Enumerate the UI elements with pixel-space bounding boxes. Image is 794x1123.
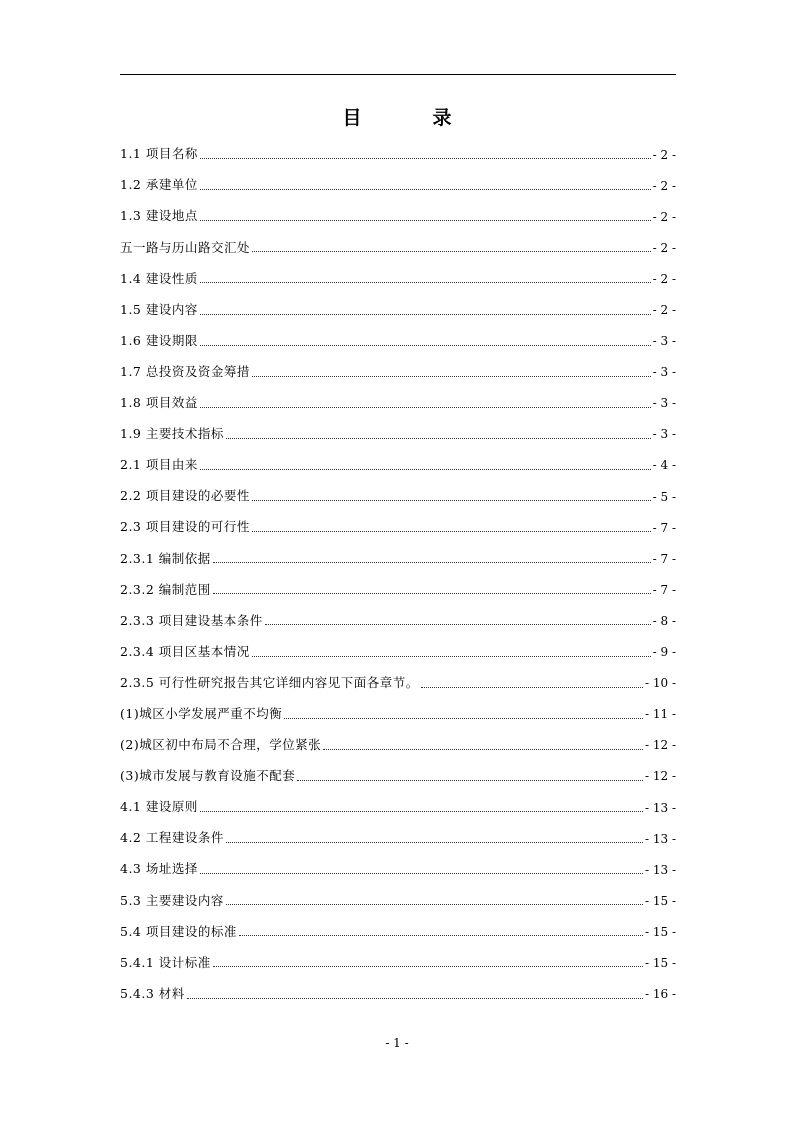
toc-leader-dots [187, 998, 643, 999]
toc-title: 目 录 [342, 107, 478, 129]
toc-entry[interactable] [120, 326, 676, 357]
toc-entry[interactable] [120, 139, 676, 170]
toc-leader-dots [213, 966, 643, 967]
toc-leader-dots [252, 656, 651, 657]
toc-leader-dots [200, 220, 651, 221]
toc-entry-page: - 9 - [652, 645, 676, 660]
toc-entry-page: - 15 - [644, 924, 676, 939]
toc-leader-dots [200, 189, 651, 190]
toc-entry-page: - 5 - [652, 489, 676, 504]
toc-entry-text: 1.4 建设性质 [120, 270, 198, 286]
toc-entry-page: - 7 - [652, 551, 676, 566]
toc-leader-dots [265, 624, 651, 625]
toc-leader-dots [297, 780, 643, 781]
toc-entry-text: 2.1 项目由来 [120, 457, 198, 473]
toc-leader-dots [226, 842, 643, 843]
toc-entry-text: 5.4.1 设计标准 [120, 954, 211, 970]
toc-leader-dots [200, 407, 651, 408]
toc-entry[interactable] [120, 357, 676, 388]
toc-entry-page: - 2 - [652, 271, 676, 286]
toc-entry[interactable] [120, 885, 676, 916]
toc-entry-text: 1.6 建设期限 [120, 332, 198, 348]
toc-entry[interactable] [120, 388, 676, 419]
header-rule [120, 74, 676, 75]
toc-leader-dots [252, 376, 651, 377]
toc-entry[interactable] [120, 605, 676, 636]
toc-entry-page: - 16 - [644, 987, 676, 1002]
toc-leader-dots [200, 345, 651, 346]
toc-entry[interactable] [120, 232, 676, 263]
page-number: - 1 - [385, 1036, 409, 1050]
toc-entry-page: - 13 - [644, 800, 676, 815]
toc-entry[interactable] [120, 263, 676, 294]
toc-entry-page: - 3 - [652, 396, 676, 411]
toc-entry-page: - 11 - [644, 707, 676, 722]
toc-entry[interactable] [120, 761, 676, 792]
toc-entry[interactable] [120, 201, 676, 232]
toc-entry-page: - 2 - [652, 240, 676, 255]
toc-leader-dots [200, 282, 651, 283]
toc-entry-page: - 12 - [644, 769, 676, 784]
toc-entry[interactable] [120, 512, 676, 543]
toc-entry-text: 5.3 主要建设内容 [120, 892, 224, 908]
toc-entry[interactable] [120, 792, 676, 823]
toc-entry[interactable] [120, 699, 676, 730]
toc-entry[interactable] [120, 854, 676, 885]
toc-leader-dots [213, 562, 651, 563]
toc-entry-page: - 2 - [652, 147, 676, 162]
toc-entry-text: 2.3.1 编制依据 [120, 550, 211, 566]
toc-entry-page: - 2 - [652, 209, 676, 224]
toc-entry-text: (1)城区小学发展严重不均衡 [120, 705, 283, 721]
toc-leader-dots [239, 935, 643, 936]
toc-leader-dots [284, 718, 643, 719]
toc-entry-text: 1.3 建设地点 [120, 208, 198, 224]
toc-entry-text: 1.1 项目名称 [120, 146, 198, 162]
toc-entry[interactable] [120, 574, 676, 605]
toc-entry-text: 5.4 项目建设的标准 [120, 923, 237, 939]
toc-entry-text: 4.3 场址选择 [120, 861, 198, 877]
toc-entry-text: 1.5 建设内容 [120, 301, 198, 317]
toc-entry-text: 4.1 建设原则 [120, 799, 198, 815]
toc-entry-page: - 4 - [652, 458, 676, 473]
toc-entry-text: 2.3.5 可行性研究报告其它详细内容见下面各章节。 [120, 674, 419, 690]
toc-entry-page: - 3 - [652, 427, 676, 442]
toc-list [120, 139, 676, 1010]
toc-entry-page: - 12 - [644, 738, 676, 753]
toc-entry-text: 1.7 总投资及资金筹措 [120, 363, 250, 379]
toc-entry-page: - 7 - [652, 520, 676, 535]
toc-entry[interactable] [120, 543, 676, 574]
toc-leader-dots [200, 469, 651, 470]
toc-entry-text: 2.3 项目建设的可行性 [120, 519, 250, 535]
toc-leader-dots [252, 531, 651, 532]
toc-entry-text: 1.8 项目效益 [120, 395, 198, 411]
toc-leader-dots [252, 500, 651, 501]
toc-entry-page: - 3 - [652, 334, 676, 349]
toc-entry[interactable] [120, 979, 676, 1010]
toc-entry[interactable] [120, 916, 676, 947]
toc-entry-text: 五一路与历山路交汇处 [120, 239, 251, 255]
toc-entry-page: - 7 - [652, 582, 676, 597]
toc-entry-page: - 13 - [644, 831, 676, 846]
toc-entry-page: - 2 - [652, 178, 676, 193]
toc-entry-page: - 13 - [644, 862, 676, 877]
toc-leader-dots [200, 873, 643, 874]
toc-leader-dots [226, 438, 651, 439]
toc-entry[interactable] [120, 481, 676, 512]
toc-leader-dots [200, 811, 643, 812]
toc-leader-dots [213, 593, 651, 594]
toc-entry-page: - 8 - [652, 613, 676, 628]
toc-entry-page: - 10 - [644, 676, 676, 691]
toc-entry[interactable] [120, 450, 676, 481]
toc-entry-page: - 3 - [652, 365, 676, 380]
toc-entry-text: 5.4.3 材料 [120, 985, 185, 1001]
toc-entry-text: 2.2 项目建设的必要性 [120, 488, 250, 504]
toc-entry-page: - 15 - [644, 955, 676, 970]
toc-leader-dots [200, 314, 651, 315]
toc-entry-text: 2.3.4 项目区基本情况 [120, 643, 250, 659]
toc-leader-dots [226, 904, 643, 905]
toc-entry-text: 4.2 工程建设条件 [120, 830, 224, 846]
toc-entry-text: (2)城区初中布局不合理，学位紧张 [120, 737, 322, 753]
toc-entry-page: - 2 - [652, 303, 676, 318]
toc-entry[interactable] [120, 823, 676, 854]
toc-entry[interactable] [120, 294, 676, 325]
toc-leader-dots [200, 158, 651, 159]
toc-entry-text: (3)城市发展与教育设施不配套 [120, 768, 296, 784]
toc-entry-text: 2.3.3 项目建设基本条件 [120, 612, 263, 628]
toc-entry-text: 1.9 主要技术指标 [120, 426, 224, 442]
toc-entry[interactable] [120, 170, 676, 201]
toc-leader-dots [323, 749, 643, 750]
toc-entry-text: 2.3.2 编制范围 [120, 581, 211, 597]
toc-entry[interactable] [120, 637, 676, 668]
toc-leader-dots [421, 687, 643, 688]
toc-entry[interactable] [120, 730, 676, 761]
toc-entry[interactable] [120, 419, 676, 450]
toc-entry-page: - 15 - [644, 893, 676, 908]
toc-entry-text: 1.2 承建单位 [120, 177, 198, 193]
toc-entry[interactable] [120, 668, 676, 699]
toc-entry[interactable] [120, 947, 676, 978]
toc-leader-dots [252, 251, 651, 252]
